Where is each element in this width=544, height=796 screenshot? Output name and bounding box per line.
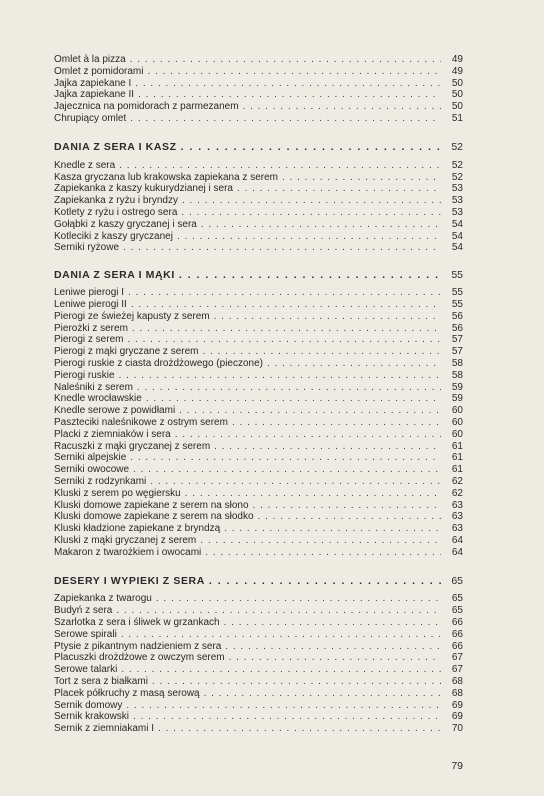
entry-page: 64 <box>451 534 463 546</box>
entry-page: 54 <box>451 230 463 242</box>
dot-leader <box>138 89 441 101</box>
dot-leader <box>205 547 441 559</box>
toc-entry <box>54 219 463 231</box>
toc-entry <box>54 195 463 207</box>
dot-leader <box>152 676 441 688</box>
section-heading <box>54 140 463 154</box>
entry-page: 70 <box>451 723 463 735</box>
toc-entry <box>54 78 463 90</box>
entry-title: Leniwe pierogi I <box>54 287 125 299</box>
entry-page: 55 <box>451 287 463 299</box>
dot-leader <box>224 523 441 535</box>
dot-leader <box>179 268 441 282</box>
dot-leader <box>181 207 441 219</box>
entry-page: 69 <box>451 699 463 711</box>
toc-entry <box>54 723 463 735</box>
entry-page: 66 <box>451 617 463 629</box>
entry-page: 60 <box>451 416 463 428</box>
toc-entry <box>54 311 463 323</box>
entry-title: Pierogi z mąki gryczane z serem <box>54 346 199 358</box>
toc-entry <box>54 346 463 358</box>
entry-page: 59 <box>451 393 463 405</box>
entry-title: Chrupiący omlet <box>54 112 127 124</box>
entry-page: 63 <box>451 499 463 511</box>
entry-title: Serowe talarki <box>54 664 118 676</box>
entry-page: 53 <box>451 206 463 218</box>
entry-title: Pierogi z serem <box>54 334 124 346</box>
dot-leader <box>237 183 441 195</box>
dot-leader <box>214 311 441 323</box>
dot-leader <box>158 723 441 735</box>
toc-entry <box>54 711 463 723</box>
toc-entry <box>54 113 463 125</box>
entry-page: 55 <box>451 298 463 310</box>
dot-leader <box>135 78 441 90</box>
dot-leader <box>258 511 441 523</box>
entry-title: Naleśniki z serem <box>54 381 133 393</box>
entry-title: Kotlety z ryżu i ostrego sera <box>54 206 178 218</box>
dot-leader <box>224 617 441 629</box>
toc-entry <box>54 323 463 335</box>
dot-leader <box>185 488 441 500</box>
toc-entry <box>54 242 463 254</box>
entry-title: Serniki z rodzynkami <box>54 475 147 487</box>
entry-title: Omlet z pomidorami <box>54 65 144 77</box>
dot-leader <box>119 370 441 382</box>
entry-title: Pierożki z serem <box>54 322 128 334</box>
entry-title: Kluski z serem po węgiersku <box>54 487 181 499</box>
toc-entry <box>54 629 463 641</box>
entry-title: Gołąbki z kaszy gryczanej i sera <box>54 218 197 230</box>
entry-page: 68 <box>451 687 463 699</box>
toc-entry <box>54 617 463 629</box>
toc-entry <box>54 523 463 535</box>
toc-entry <box>54 358 463 370</box>
entry-page: 63 <box>451 523 463 535</box>
dot-leader <box>133 711 441 723</box>
table-of-contents <box>54 54 463 735</box>
dot-leader <box>267 358 441 370</box>
entry-title: Knedle wrocławskie <box>54 393 142 405</box>
entry-title: Knedle serowe z powidłami <box>54 405 176 417</box>
entry-title: Sernik domowy <box>54 699 123 711</box>
dot-leader <box>282 172 441 184</box>
toc-entry <box>54 101 463 113</box>
toc-entry <box>54 676 463 688</box>
entry-title: Serniki alpejskie <box>54 452 127 464</box>
dot-leader <box>130 113 441 125</box>
entry-title: Tort z sera z białkami <box>54 676 148 688</box>
toc-entry <box>54 417 463 429</box>
toc-entry <box>54 441 463 453</box>
section-title: DESERY I WYPIEKI Z SERA <box>54 575 205 588</box>
toc-entry <box>54 476 463 488</box>
entry-page: 66 <box>451 640 463 652</box>
dot-leader <box>131 299 441 311</box>
section-heading <box>54 574 463 588</box>
entry-page: 62 <box>451 475 463 487</box>
dot-leader <box>150 476 441 488</box>
dot-leader <box>130 54 441 66</box>
toc-entry <box>54 66 463 78</box>
entry-title: Kluski kładzione zapiekane z bryndzą <box>54 523 221 535</box>
entry-title: Zapiekanka z ryżu i bryndzy <box>54 195 178 207</box>
entry-title: Omlet à la pizza <box>54 54 126 65</box>
dot-leader <box>133 464 441 476</box>
entry-page: 61 <box>451 464 463 476</box>
dot-leader <box>128 287 441 299</box>
toc-entry <box>54 183 463 195</box>
toc-entry <box>54 89 463 101</box>
toc-entry <box>54 231 463 243</box>
dot-leader <box>214 441 441 453</box>
dot-leader <box>121 664 441 676</box>
entry-title: Kluski domowe zapiekane z serem na słono <box>54 499 249 511</box>
dot-leader <box>182 195 441 207</box>
entry-title: Kasza gryczana lub krakowska zapiekana z serem <box>54 171 278 183</box>
entry-title: Serniki ryżowe <box>54 242 120 254</box>
section-page: 65 <box>451 575 463 588</box>
entry-title: Placki z ziemniaków i sera <box>54 428 171 440</box>
toc-group-maka <box>54 268 463 558</box>
entry-title: Kluski z mąki gryczanej z serem <box>54 534 197 546</box>
toc-entry <box>54 605 463 617</box>
section-page: 55 <box>451 269 463 282</box>
entry-title: Knedle z sera <box>54 159 116 171</box>
entry-title: Ptysie z pikantnym nadzieniem z sera <box>54 640 222 652</box>
section-title: DANIA Z SERA I KASZ <box>54 140 177 153</box>
section-heading <box>54 268 463 282</box>
entry-title: Makaron z twarożkiem i owocami <box>54 546 202 558</box>
toc-entry <box>54 664 463 676</box>
toc-entry <box>54 207 463 219</box>
dot-leader <box>201 219 441 231</box>
entry-page: 64 <box>451 546 463 558</box>
dot-leader <box>175 429 441 441</box>
dot-leader <box>209 574 441 588</box>
entry-page: 67 <box>451 652 463 664</box>
toc-group-kasza <box>54 140 463 254</box>
entry-page: 66 <box>451 628 463 640</box>
dot-leader <box>243 101 441 113</box>
toc-group-desery <box>54 574 463 735</box>
toc-entry <box>54 688 463 700</box>
entry-title: Pierogi ruskie <box>54 369 115 381</box>
entry-page: 51 <box>451 112 463 124</box>
toc-entry <box>54 172 463 184</box>
entry-page: 61 <box>451 440 463 452</box>
dot-leader <box>119 160 441 172</box>
entry-page: 50 <box>451 89 463 101</box>
dot-leader <box>132 323 441 335</box>
toc-entry <box>54 370 463 382</box>
entry-page: 53 <box>451 183 463 195</box>
section-title: DANIA Z SERA I MĄKI <box>54 269 175 282</box>
entry-title: Jajka zapiekane II <box>54 89 135 101</box>
entry-page: 62 <box>451 487 463 499</box>
dot-leader <box>204 688 441 700</box>
entry-page: 50 <box>451 77 463 89</box>
toc-entry <box>54 334 463 346</box>
toc-entry <box>54 500 463 512</box>
entry-title: Kluski domowe zapiekane z serem na słodko <box>54 511 254 523</box>
entry-page: 57 <box>451 346 463 358</box>
dot-leader <box>137 382 441 394</box>
dot-leader <box>123 242 441 254</box>
entry-title: Pierogi ze świeżej kapusty z serem <box>54 310 210 322</box>
toc-entry <box>54 299 463 311</box>
dot-leader <box>177 231 441 243</box>
toc-entry <box>54 700 463 712</box>
toc-entry <box>54 511 463 523</box>
entry-title: Zapiekanka z kaszy kukurydzianej i sera <box>54 183 233 195</box>
dot-leader <box>181 140 441 154</box>
dot-leader <box>225 641 441 653</box>
dot-leader <box>229 652 441 664</box>
toc-entry <box>54 641 463 653</box>
toc-entry <box>54 160 463 172</box>
entry-page: 54 <box>451 218 463 230</box>
entry-title: Kotleciki z kaszy gryczanej <box>54 230 173 242</box>
dot-leader <box>121 629 441 641</box>
dot-leader <box>253 500 441 512</box>
entry-title: Pierogi ruskie z ciasta drożdżowego (pieczone) <box>54 357 263 369</box>
entry-page: 61 <box>451 452 463 464</box>
entry-page: 52 <box>451 171 463 183</box>
entry-title: Leniwe pierogi II <box>54 298 127 310</box>
toc-entry <box>54 452 463 464</box>
entry-page: 56 <box>451 322 463 334</box>
dot-leader <box>232 417 441 429</box>
toc-entry <box>54 429 463 441</box>
entry-title: Zapiekanka z twarogu <box>54 593 152 605</box>
toc-entry <box>54 464 463 476</box>
entry-title: Racuszki z mąki gryczanej z serem <box>54 440 211 452</box>
toc-entry <box>54 54 463 66</box>
dot-leader <box>127 334 441 346</box>
entry-title: Placek półkruchy z masą serową <box>54 687 200 699</box>
entry-page: 49 <box>451 65 463 77</box>
dot-leader <box>179 405 441 417</box>
entry-page: 56 <box>451 310 463 322</box>
toc-entry <box>54 652 463 664</box>
entry-page: 60 <box>451 428 463 440</box>
entry-title: Sernik krakowski <box>54 711 130 723</box>
toc-entry <box>54 405 463 417</box>
dot-leader <box>147 66 441 78</box>
entry-title: Jajka zapiekane I <box>54 77 132 89</box>
entry-title: Szarlotka z sera i śliwek w grzankach <box>54 617 220 629</box>
dot-leader <box>200 535 441 547</box>
dot-leader <box>146 393 441 405</box>
entry-page: 59 <box>451 381 463 393</box>
entry-page: 58 <box>451 369 463 381</box>
entry-page: 58 <box>451 357 463 369</box>
dot-leader <box>130 452 441 464</box>
entry-page: 50 <box>451 101 463 113</box>
dot-leader <box>156 593 441 605</box>
toc-entry <box>54 593 463 605</box>
entry-title: Budyń z sera <box>54 605 113 617</box>
entry-title: Serniki owocowe <box>54 464 130 476</box>
dot-leader <box>203 346 442 358</box>
entry-title: Serowe spirali <box>54 628 117 640</box>
entry-title: Paszteciki naleśnikowe z ostrym serem <box>54 416 228 428</box>
page-number: 79 <box>451 760 463 772</box>
entry-title: Placuszki drożdżowe z owczym serem <box>54 652 225 664</box>
entry-title: Jajecznica na pomidorach z parmezanem <box>54 101 239 113</box>
toc-group-eggs <box>54 54 463 125</box>
entry-title: Sernik z ziemniakami I <box>54 723 155 735</box>
entry-page: 60 <box>451 405 463 417</box>
dot-leader <box>126 700 441 712</box>
toc-entry <box>54 287 463 299</box>
toc-entry <box>54 535 463 547</box>
entry-page: 63 <box>451 511 463 523</box>
entry-page: 52 <box>451 159 463 171</box>
section-page: 52 <box>451 140 463 153</box>
entry-page: 69 <box>451 711 463 723</box>
toc-entry <box>54 547 463 559</box>
entry-page: 65 <box>451 593 463 605</box>
dot-leader <box>116 605 441 617</box>
entry-page: 57 <box>451 334 463 346</box>
toc-entry <box>54 393 463 405</box>
entry-page: 67 <box>451 664 463 676</box>
entry-page: 49 <box>451 54 463 65</box>
toc-entry <box>54 382 463 394</box>
entry-page: 68 <box>451 676 463 688</box>
toc-entry <box>54 488 463 500</box>
entry-page: 54 <box>451 242 463 254</box>
entry-page: 65 <box>451 605 463 617</box>
entry-page: 53 <box>451 195 463 207</box>
